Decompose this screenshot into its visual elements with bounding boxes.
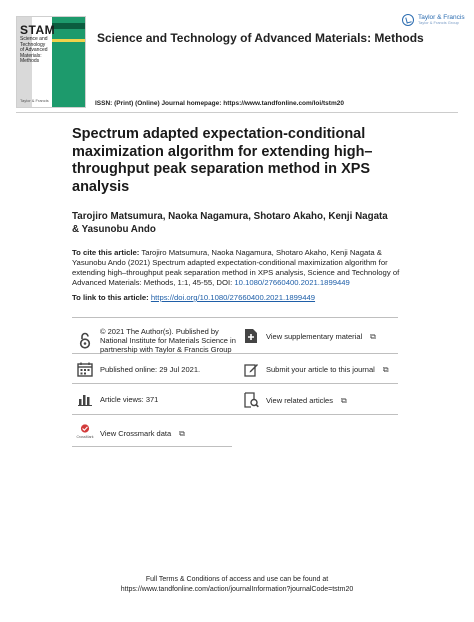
citation-text: Tarojiro Matsumura, Naoka Nagamura, Shotaro Akaho, Kenji Nagata & Yasunobu Ando (2021) Spectrum adapted expectation-conditional maximization algorithm for extending high–throughput peak separation method in XPS analysis, Science and Technology of Advanced Materials: Methods, 1:1, 45-55, DOI: [72, 248, 400, 287]
citation-doi-link[interactable]: 10.1080/27660400.2021.1899449 [234, 278, 350, 287]
open-access-icon [76, 332, 94, 350]
article-link-line [72, 293, 315, 302]
license-text: © 2021 The Author(s). Published by National Institute for Materials Science in partnership with Taylor & Francis Group [100, 327, 236, 354]
related-search-icon [242, 391, 260, 409]
cover-dark-stripe [52, 23, 85, 29]
external-link-icon: ⧉ [340, 395, 347, 405]
supplementary-text: View supplementary material [266, 331, 363, 341]
journal-title: Science and Technology of Advanced Materials: Methods [97, 31, 424, 45]
taylor-francis-icon [402, 14, 414, 26]
footer-line-1: Full Terms & Conditions of access and use can be found at [145, 576, 329, 583]
calendar-icon [76, 360, 94, 378]
bar-chart-icon [76, 390, 94, 408]
external-link-icon: ⧉ [382, 364, 389, 374]
publisher-name: Taylor & Francis [418, 14, 465, 22]
cover-logo: STAM [20, 23, 56, 37]
cover-subtitle: Science and Technology of Advanced Materials: Methods [20, 36, 48, 64]
citation-label: To cite this article: [72, 248, 140, 257]
issn-label: ISSN: (Print) (Online) Journal homepage: [95, 100, 222, 107]
external-link-icon: ⧉ [179, 428, 185, 438]
published-date [76, 360, 200, 378]
cover-green-panel [52, 17, 85, 107]
cover-yellow-stripe [52, 39, 85, 42]
journal-cover [16, 16, 86, 108]
related-articles-link[interactable] [242, 391, 347, 409]
link-label: To link to this article: [72, 293, 149, 302]
header-divider [16, 112, 458, 113]
submit-text: Submit your article to this journal [266, 364, 375, 374]
article-title: Spectrum adapted expectation-conditional maximization algorithm for extending high–throughput peak separation method in XPS analysis [72, 126, 373, 195]
footer-terms-link[interactable]: https://www.tandfonline.com/action/journalInformation?journalCode=tstm20 [120, 585, 354, 593]
supplementary-link[interactable] [242, 327, 376, 345]
article-doi-link[interactable]: https://doi.org/10.1080/27660400.2021.1899449 [150, 293, 316, 302]
crossmark-logo-text: CrossMark [76, 435, 94, 439]
crossmark-text: View Crossmark data [100, 428, 172, 438]
issn-line [95, 100, 344, 107]
footer-terms [0, 575, 474, 594]
article-views [76, 390, 158, 408]
journal-homepage-link[interactable]: https://www.tandfonline.com/loi/tstm20 [223, 100, 344, 107]
crossmark-link[interactable] [76, 424, 185, 442]
info-divider-2 [72, 383, 398, 384]
related-text: View related articles [266, 395, 333, 405]
edit-icon [242, 360, 260, 378]
submit-article-link[interactable] [242, 360, 389, 378]
plus-document-icon [242, 327, 260, 345]
views-text: Article views: 371 [100, 394, 159, 404]
info-divider-3 [72, 414, 398, 415]
cover-publisher-mark: Taylor & Francis [20, 98, 49, 103]
citation-block [72, 248, 402, 288]
published-text: Published online: 29 Jul 2021. [100, 364, 201, 374]
crossmark-icon [76, 424, 94, 442]
publisher-logo[interactable] [402, 14, 465, 26]
publisher-tagline: Taylor & Francis Group [418, 20, 459, 26]
info-divider-top [72, 317, 398, 318]
info-divider-4 [72, 446, 232, 447]
article-authors: Tarojiro Matsumura, Naoka Nagamura, Shotaro Akaho, Kenji Nagata & Yasunobu Ando [72, 211, 388, 235]
external-link-icon: ⧉ [370, 331, 376, 341]
license-info [76, 327, 238, 354]
